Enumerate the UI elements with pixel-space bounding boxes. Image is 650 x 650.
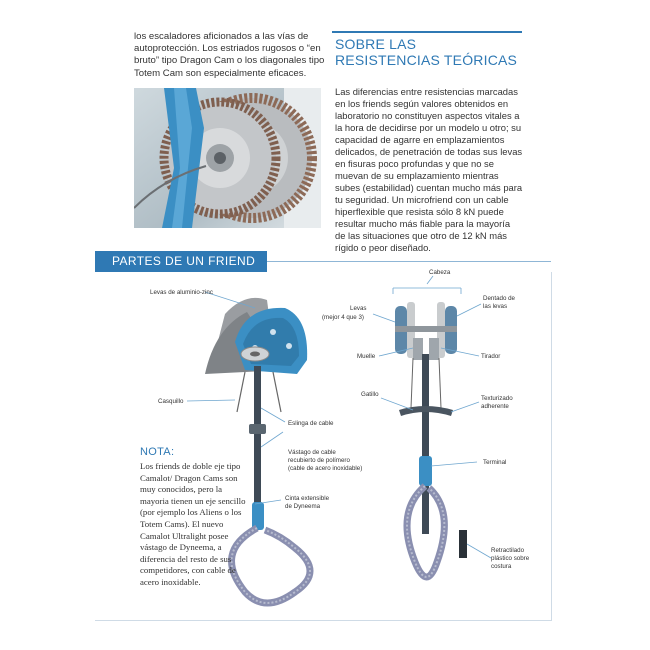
label-dentado-1: Dentado de [483, 295, 515, 302]
label-retractilado-2: plástico sobre [491, 555, 530, 562]
section-title: SOBRE LAS RESISTENCIAS TEÓRICAS [335, 36, 518, 68]
label-vastago-1: Vástago de cable [288, 449, 336, 456]
label-retractilado-3: costura [491, 563, 512, 570]
label-vastago-3: (cable de acero inoxidable) [288, 465, 363, 472]
label-retractilado-1: Retractilado [491, 547, 525, 554]
label-cinta-1: Cinta extensible [285, 495, 330, 502]
label-muelle: Muelle [357, 353, 376, 360]
label-dentado-2: las levas [483, 303, 508, 310]
label-casquillo: Casquillo [158, 398, 184, 405]
label-eslinga: Eslinga de cable [288, 420, 334, 427]
label-vastago-2: recubierto de polímero [288, 457, 350, 464]
label-gatillo: Gatillo [361, 391, 379, 398]
note-body: Los friends de doble eje tipo Camalot/ Dragon Cams son muy conocidos, pero la mayoria tienen un eje sencillo (por ejemplo los Aliens o los Totem Cams). El nuevo Camalot Ultralight posee vástago de Dyneema, a diferencia del resto de sus competidores, con cable de acero inoxidable. [140, 461, 246, 587]
banner-title: PARTES DE UN FRIEND [112, 254, 256, 268]
right-cam-illustration [395, 302, 467, 577]
label-tirador: Tirador [481, 353, 501, 360]
label-levas-aluminio: Levas de aluminio-zinc [150, 289, 213, 296]
label-texturizado-1: Texturizado [481, 395, 513, 402]
label-levas-1: Levas [350, 305, 367, 312]
label-levas-2: (mejor 4 que 3) [322, 314, 364, 321]
cam-closeup-photo [134, 88, 321, 228]
section-rule [332, 31, 522, 33]
label-cabeza: Cabeza [429, 269, 451, 276]
section-body: Las diferencias entre resistencias marcadas en los friends según valores obtenidos en laboratorio no constituyen aspectos vitales a la hora de decidirse por un modelo u otro; su capacidad de agarre en emplazamientos delicados, de penetración de todas sus levas en fisuras poco profundas y que no se muevan de su emplazamiento mientras subes (estabilidad) cuentan mucho más para tu seguridad. Un microfriend con un cable hiperflexible que resista sólo 8 kN puede resultar mucho más fiable para la mayoría de las situaciones que otro de 12 kN más rígido o peor diseñado. [335, 86, 523, 253]
label-terminal: Terminal [483, 459, 507, 466]
label-cinta-2: de Dyneema [285, 503, 321, 510]
label-texturizado-2: adherente [481, 403, 509, 410]
intro-paragraph: los escaladores aficionados a las vías de autoprotección. Los estriados rugosos o “en bruto” tipo Dragon Cam o los diagonales tipo Totem Cam son especialmente eficaces. [134, 31, 325, 79]
note-title: NOTA: [140, 446, 175, 458]
